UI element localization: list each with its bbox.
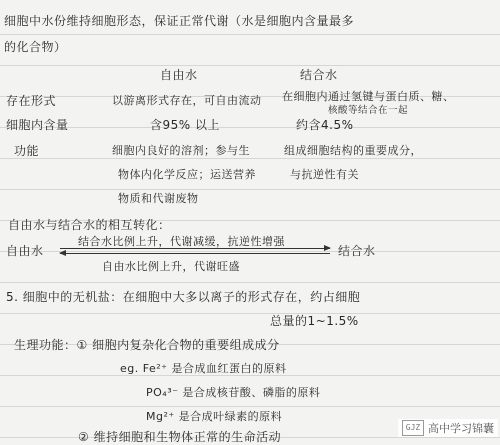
arrow-left xyxy=(60,253,330,254)
row-function-free-a: 细胞内良好的溶剂；参与生 xyxy=(112,144,250,157)
row-existence-free: 以游离形式存在，可自由流动 xyxy=(112,94,262,107)
conversion-bottom-text: 自由水比例上升，代谢旺盛 xyxy=(102,260,240,273)
watermark-text: 高中学习锦囊 xyxy=(428,422,494,435)
watermark xyxy=(398,419,498,437)
arrow-right xyxy=(60,248,330,249)
function-item-2: ② 维持细胞和生物体正常的生命活动 xyxy=(78,430,282,444)
row-content-free: 含95% 以上 xyxy=(150,118,220,132)
section5-line-1: 5. 细胞中的无机盐：在细胞中大多以离子的形式存在，约占细胞 xyxy=(6,290,361,304)
row-existence-label: 存在形式 xyxy=(6,94,57,108)
example-mg: Mg²⁺ 是合成叶绿素的原料 xyxy=(146,410,283,423)
section5-line-2: 总量的1~1.5% xyxy=(270,314,359,328)
header-bound-water: 结合水 xyxy=(300,68,338,82)
conversion-title: 自由水与结合水的相互转化： xyxy=(8,218,171,232)
function-title: 生理功能：① 细胞内复杂化合物的重要组成成分 xyxy=(14,338,280,352)
row-content-label: 细胞内含量 xyxy=(6,118,69,132)
row-function-label: 功能 xyxy=(14,144,40,158)
row-function-free-c: 物质和代谢废物 xyxy=(118,192,199,205)
example-fe: eg. Fe²⁺ 是合成血红蛋白的原料 xyxy=(120,362,287,375)
row-existence-bound-b: 核酸等结合在一起 xyxy=(328,105,409,116)
intro-line-1: 细胞中水份维持细胞形态，保证正常代谢（水是细胞内含量最多 xyxy=(4,14,355,28)
row-existence-bound-a: 在细胞内通过氢键与蛋白质、糖、 xyxy=(282,90,455,103)
conversion-right-label: 结合水 xyxy=(338,244,376,258)
row-function-bound-b: 与抗逆性有关 xyxy=(290,168,359,181)
row-function-free-b: 物体内化学反应；运送营养 xyxy=(118,168,256,181)
intro-line-2: 的化合物） xyxy=(4,40,67,54)
conversion-top-text: 结合水比例上升，代谢减缓，抗逆性增强 xyxy=(78,235,285,248)
conversion-left-label: 自由水 xyxy=(6,244,44,258)
example-po4: PO₄³⁻ 是合成核苷酸、磷脂的原料 xyxy=(146,386,321,399)
row-content-bound: 约含4.5% xyxy=(296,118,354,132)
watermark-logo-icon: GJZ xyxy=(402,420,424,436)
header-free-water: 自由水 xyxy=(160,68,198,82)
row-function-bound-a: 组成细胞结构的重要成分， xyxy=(284,144,422,157)
